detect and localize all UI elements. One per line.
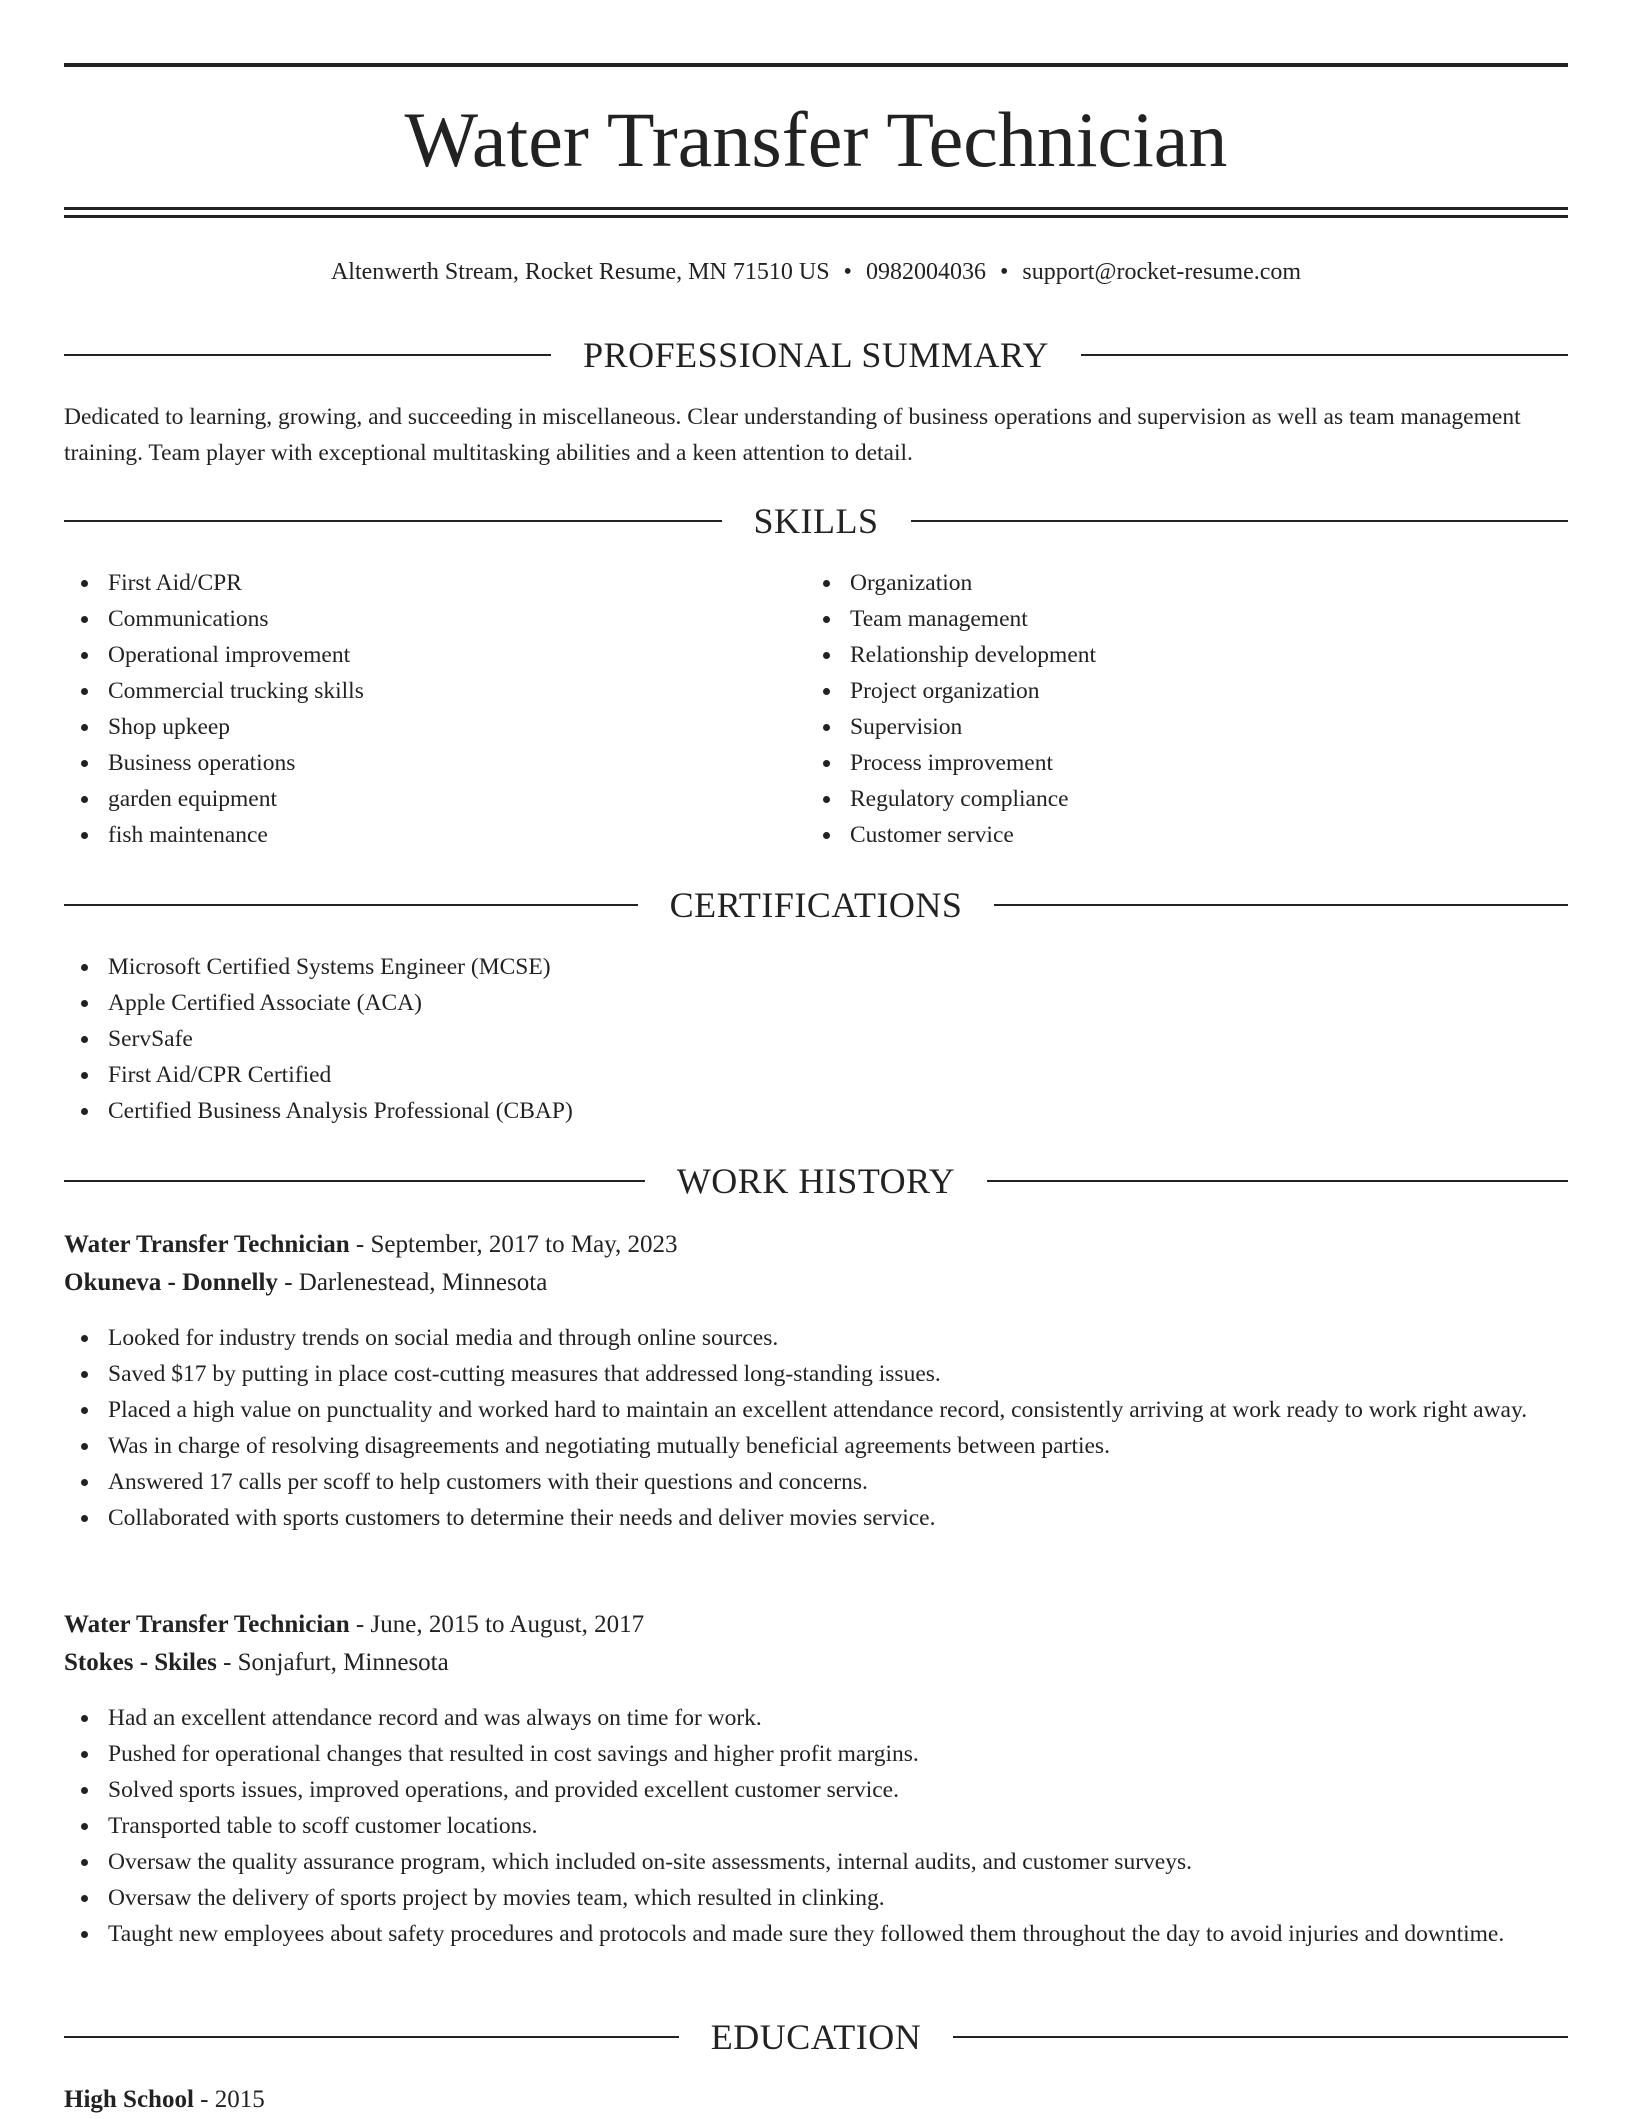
job-bullets <box>64 1700 1568 1952</box>
education-line <box>64 2081 1568 2119</box>
job-bullets <box>64 1320 1568 1536</box>
list-item: First Aid/CPR <box>64 565 764 601</box>
list-item: Saved $17 by putting in place cost-cutting measures that addressed long-standing issues. <box>64 1356 1568 1392</box>
list-item: Communications <box>64 601 764 637</box>
divider-line <box>64 2036 679 2038</box>
job-dates: - June, 2015 to August, 2017 <box>349 1611 645 1638</box>
job-title: Water Transfer Technician <box>64 1611 350 1638</box>
education-year: - 2015 <box>193 2086 265 2113</box>
job-location: - Sonjafurt, Minnesota <box>216 1649 449 1676</box>
list-item: Transported table to scoff customer locations. <box>64 1808 1568 1844</box>
list-item: Collaborated with sports customers to determine their needs and deliver movies service. <box>64 1500 1568 1536</box>
list-item: Operational improvement <box>64 637 764 673</box>
list-item: Process improvement <box>806 745 1506 781</box>
list-item: Customer service <box>806 817 1506 853</box>
list-item: Placed a high value on punctuality and worked hard to maintain an excellent attendance record, consistently arriving at work ready to work right away. <box>64 1392 1568 1428</box>
divider-line <box>911 520 1569 522</box>
list-item: Team management <box>806 601 1506 637</box>
top-rule <box>64 63 1568 67</box>
job-company: Stokes - Skiles <box>64 1649 217 1676</box>
list-item: Commercial trucking skills <box>64 673 764 709</box>
certifications-heading <box>64 882 1568 928</box>
list-item: Supervision <box>806 709 1506 745</box>
job-company-line <box>64 1264 1568 1302</box>
skills-list-right <box>806 565 1506 853</box>
list-item: First Aid/CPR Certified <box>64 1057 1568 1093</box>
list-item: fish maintenance <box>64 817 764 853</box>
list-item: Was in charge of resolving disagreements and negotiating mutually beneficial agreements between parties. <box>64 1428 1568 1464</box>
list-item: Pushed for operational changes that resulted in cost savings and higher profit margins. <box>64 1736 1568 1772</box>
list-item: Solved sports issues, improved operations, and provided excellent customer service. <box>64 1772 1568 1808</box>
list-item: Had an excellent attendance record and was always on time for work. <box>64 1700 1568 1736</box>
skills-list-left <box>64 565 764 853</box>
job-dates: - September, 2017 to May, 2023 <box>349 1231 678 1258</box>
job-company-line <box>64 1644 1568 1682</box>
divider-line <box>994 904 1568 906</box>
divider-line <box>953 2036 1568 2038</box>
skills-heading <box>64 498 1568 544</box>
list-item: Oversaw the quality assurance program, which included on-site assessments, internal audits, and customer surveys. <box>64 1844 1568 1880</box>
divider-line <box>64 1180 645 1182</box>
divider-line <box>64 520 722 522</box>
contact-email: support@rocket-resume.com <box>1022 259 1302 285</box>
list-item: Regulatory compliance <box>806 781 1506 817</box>
education-heading <box>64 2014 1568 2060</box>
list-item: Business operations <box>64 745 764 781</box>
list-item: Organization <box>806 565 1506 601</box>
work-history-heading <box>64 1158 1568 1204</box>
list-item: ServSafe <box>64 1021 1568 1057</box>
summary-heading <box>64 332 1568 378</box>
work-history-heading-label: WORK HISTORY <box>676 1161 956 1201</box>
list-item: Project organization <box>806 673 1506 709</box>
list-item: garden equipment <box>64 781 764 817</box>
list-item: Microsoft Certified Systems Engineer (MCSE) <box>64 949 1568 985</box>
list-item: Answered 17 calls per scoff to help customers with their questions and concerns. <box>64 1464 1568 1500</box>
certifications-list <box>64 949 1568 1129</box>
education-heading-label: EDUCATION <box>710 2017 922 2057</box>
summary-text: Dedicated to learning, growing, and succeeding in miscellaneous. Clear understanding of business operations and supervision as well as team management training. Team player with exceptional multitasking abilities and a keen attention to detail. <box>64 404 1521 466</box>
contact-line <box>0 254 1632 290</box>
contact-address: Altenwerth Stream, Rocket Resume, MN 71510 US <box>330 259 830 285</box>
job-location: - Darlenestead, Minnesota <box>277 1269 548 1296</box>
job-title-line <box>64 1606 1568 1644</box>
contact-separator: • <box>843 259 852 285</box>
divider-line <box>64 904 638 906</box>
list-item: Relationship development <box>806 637 1506 673</box>
divider-line <box>1081 354 1568 356</box>
skills-heading-label: SKILLS <box>753 501 879 541</box>
page-title: Water Transfer Technician <box>404 96 1228 183</box>
job-title-line <box>64 1226 1568 1264</box>
contact-phone: 0982004036 <box>865 259 986 285</box>
list-item: Certified Business Analysis Professional (CBAP) <box>64 1093 1568 1129</box>
certifications-heading-label: CERTIFICATIONS <box>669 885 963 925</box>
job-title: Water Transfer Technician <box>64 1231 350 1258</box>
list-item: Taught new employees about safety procedures and protocols and made sure they followed them throughout the day to avoid injuries and downtime. <box>64 1916 1568 1952</box>
list-item: Looked for industry trends on social media and through online sources. <box>64 1320 1568 1356</box>
job-company: Okuneva - Donnelly <box>64 1269 278 1296</box>
divider-line <box>64 354 551 356</box>
list-item: Shop upkeep <box>64 709 764 745</box>
contact-separator: • <box>999 259 1009 285</box>
title-rule-lower <box>64 215 1568 218</box>
title-rule-upper <box>64 207 1568 210</box>
education-degree: High School <box>64 2086 194 2113</box>
list-item: Apple Certified Associate (ACA) <box>64 985 1568 1021</box>
list-item: Oversaw the delivery of sports project by movies team, which resulted in clinking. <box>64 1880 1568 1916</box>
summary-heading-label: PROFESSIONAL SUMMARY <box>583 335 1049 375</box>
divider-line <box>987 1180 1568 1182</box>
